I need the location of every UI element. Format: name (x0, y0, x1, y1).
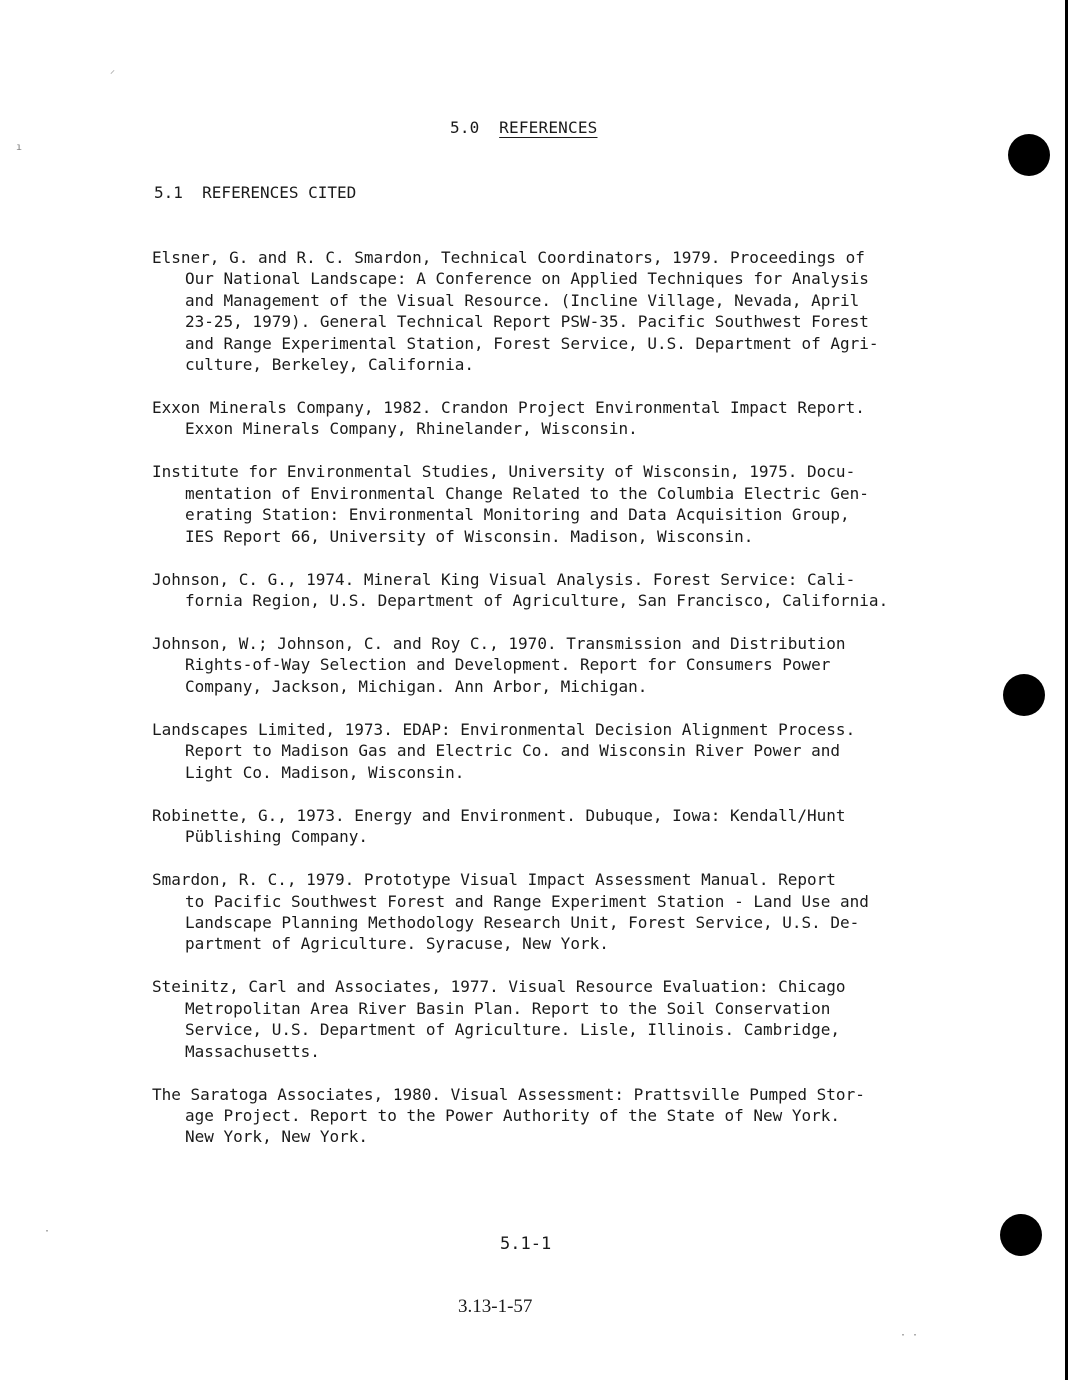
section-title: REFERENCES (499, 118, 598, 137)
page-number: 5.1-1 (500, 1234, 552, 1254)
subsection-heading: 5.1 REFERENCES CITED (154, 183, 357, 202)
reference-entry: Elsner, G. and R. C. Smardon, Technical Coordinators, 1979. Proceedings of Our National Landscape: A Conference on Applied Techniques for Analysis and Management of the Visual Resource. (Incline Village, Nevada, April 23-25, 1979). General Technical Report PSW-35. Pacific Southwest Forest and Range Experimental Station, Forest Service, U.S. Department of Agri- culture, Berkeley, California. (152, 248, 879, 375)
reference-entry: Exxon Minerals Company, 1982. Crandon Project Environmental Impact Report. Exxon Minerals Company, Rhinelander, Wisconsin. (152, 398, 865, 439)
reference-entry: Steinitz, Carl and Associates, 1977. Visual Resource Evaluation: Chicago Metropolitan Area River Basin Plan. Report to the Soil Conservation Service, U.S. Department of Agriculture. Lisle, Illinois. Cambridge, Massachusetts. (152, 977, 846, 1061)
reference-entry: Smardon, R. C., 1979. Prototype Visual Impact Assessment Manual. Report to Pacific Southwest Forest and Range Experiment Station - Land Use and Landscape Planning Methodology Research Unit, Forest Service, U.S. De- partment of Agriculture. Syracuse, New York. (152, 870, 869, 954)
section-number: 5.0 (450, 118, 480, 137)
reference-entry: The Saratoga Associates, 1980. Visual Assessment: Prattsville Pumped Stor- age Project. Report to the Power Authority of the State of New York. New York, New York. (152, 1084, 865, 1147)
scan-speck: · (44, 1226, 51, 1237)
punch-hole-top (1008, 134, 1050, 176)
reference-entry: Johnson, W.; Johnson, C. and Roy C., 1970. Transmission and Distribution Rights-of-Way Selection and Development. Report for Consumers Power Company, Jackson, Michigan. Ann Arbor, Michigan. (152, 634, 846, 696)
punch-hole-bottom (1000, 1214, 1042, 1256)
reference-entry: Landscapes Limited, 1973. EDAP: Environmental Decision Alignment Process. Report to Madison Gas and Electric Co. and Wisconsin River Power and Light Co. Madison, Wisconsin. (152, 719, 856, 782)
scan-speck: ⸝ (110, 65, 115, 76)
reference-list (152, 247, 982, 1169)
reference-entry: Robinette, G., 1973. Energy and Environment. Dubuque, Iowa: Kendall/Hunt Püblishing Company. (152, 805, 846, 847)
reference-entry: Johnson, C. G., 1974. Mineral King Visual Analysis. Forest Service: Cali- fornia Region, U.S. Department of Agriculture, San Francisco, California. (152, 569, 889, 611)
scan-speck: · · (900, 1330, 919, 1341)
section-heading (450, 118, 598, 137)
reference-entry: Institute for Environmental Studies, University of Wisconsin, 1975. Docu- mentation of Environmental Change Related to the Columbia Electric Gen- erating Station: Environmental Monitoring and Data Acquisition Group, IES Report 66, University of Wisconsin. Madison, Wisconsin. (152, 462, 869, 546)
document-number: 3.13-1-57 (458, 1296, 533, 1317)
punch-hole-middle (1003, 674, 1045, 716)
scan-speck: ı (16, 142, 23, 153)
